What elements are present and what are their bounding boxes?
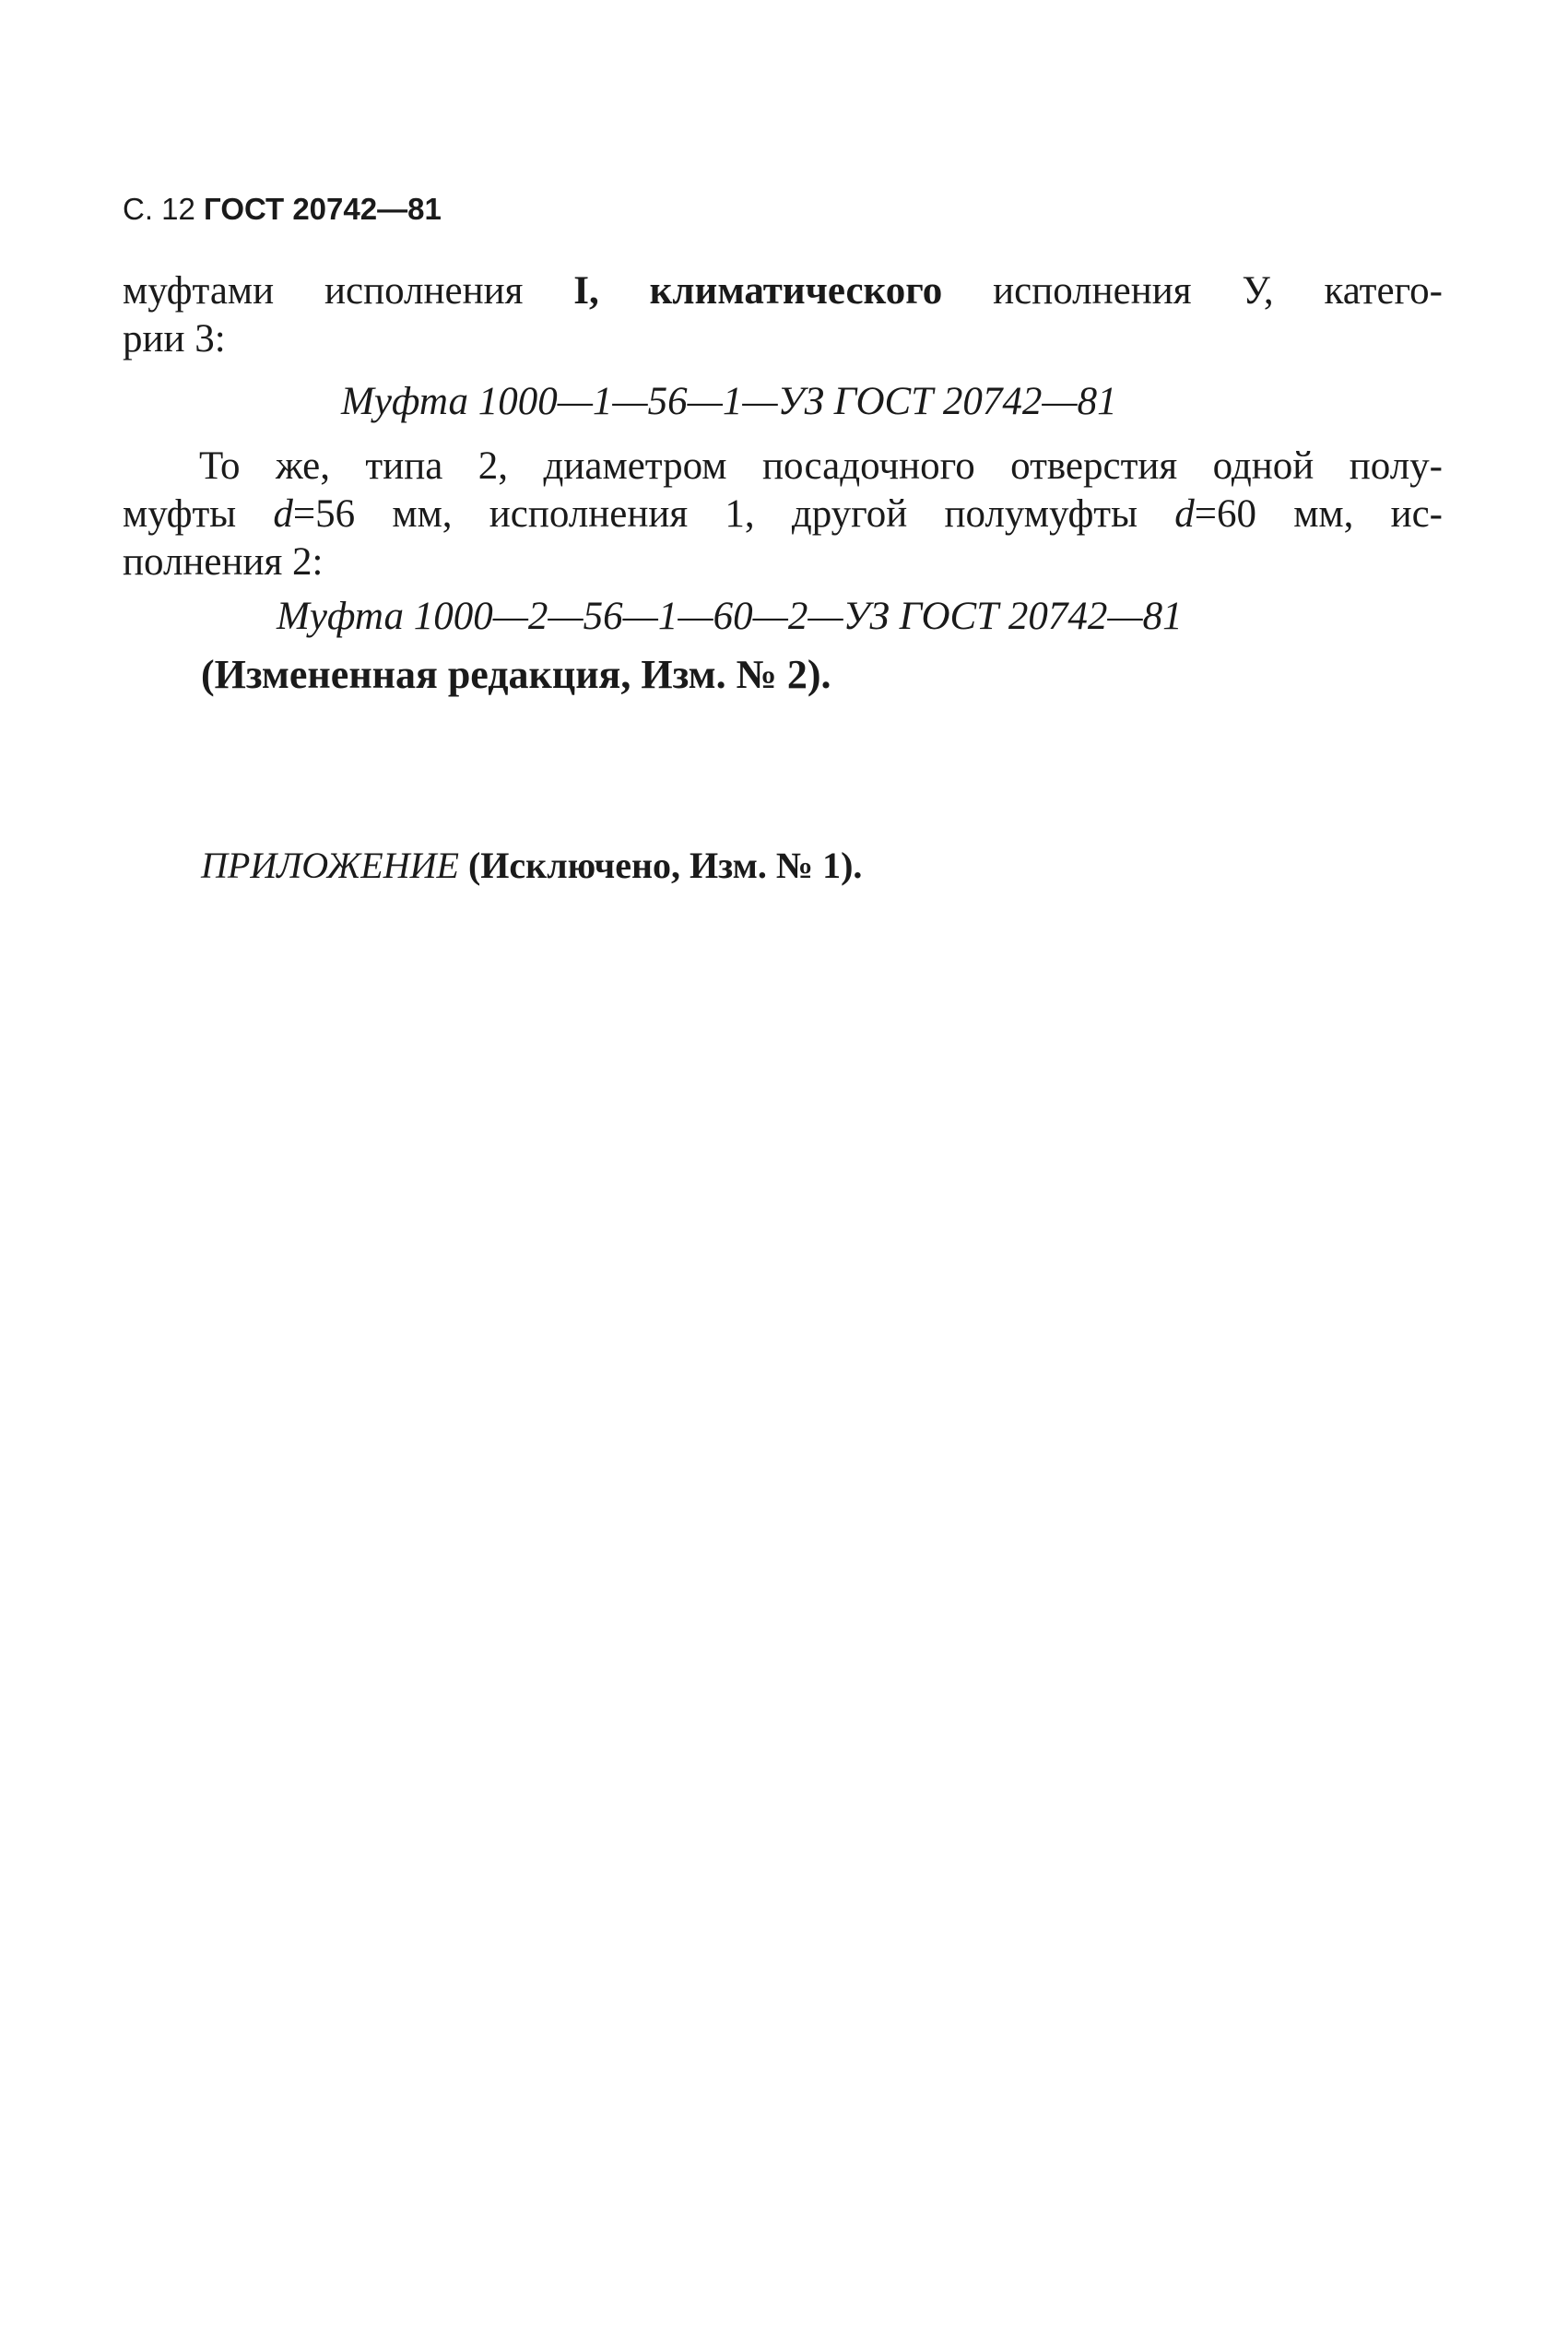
text-span: =56 мм, исполнения 1, другой полумуфты — [292, 492, 1175, 536]
revision-note: (Измененная редакция, Изм. № 2). — [201, 652, 831, 697]
variable-d: d — [273, 492, 293, 536]
text-word: У, — [1242, 269, 1274, 313]
text-word-bold: климатического — [649, 269, 943, 313]
paragraph-2-line-1: То же, типа 2, диаметром посадочного отверстия одной полу- — [199, 444, 1443, 488]
appendix-note: (Исключено, Изм. № 1). — [467, 845, 863, 886]
designation-example-2: Муфта 1000—2—56—1—60—2—УЗ ГОСТ 20742—81 — [277, 595, 1183, 638]
paragraph-1-line-1 — [123, 267, 1443, 315]
text-word: исполнения — [324, 269, 524, 313]
paragraph-2-line-2 — [123, 491, 1443, 538]
appendix-title: ПРИЛОЖЕНИЕ — [201, 845, 459, 886]
text-word: муфтами — [123, 269, 275, 313]
appendix-line — [201, 843, 862, 889]
standard-code: ГОСТ 20742—81 — [204, 192, 442, 226]
text-word: исполнения — [993, 269, 1192, 313]
designation-example-1: Муфта 1000—1—56—1—УЗ ГОСТ 20742—81 — [341, 380, 1117, 423]
page-number: С. 12 — [123, 192, 195, 226]
paragraph-2-line-3: полнения 2: — [123, 540, 324, 584]
text-word: I, — [573, 269, 599, 313]
text-span: муфты — [123, 492, 274, 536]
text-span: =60 мм, ис- — [1194, 492, 1443, 536]
page-header — [123, 191, 442, 228]
paragraph-1-line-2: рии 3: — [123, 317, 226, 361]
variable-d: d — [1174, 492, 1195, 536]
text-word: катего- — [1324, 269, 1443, 313]
